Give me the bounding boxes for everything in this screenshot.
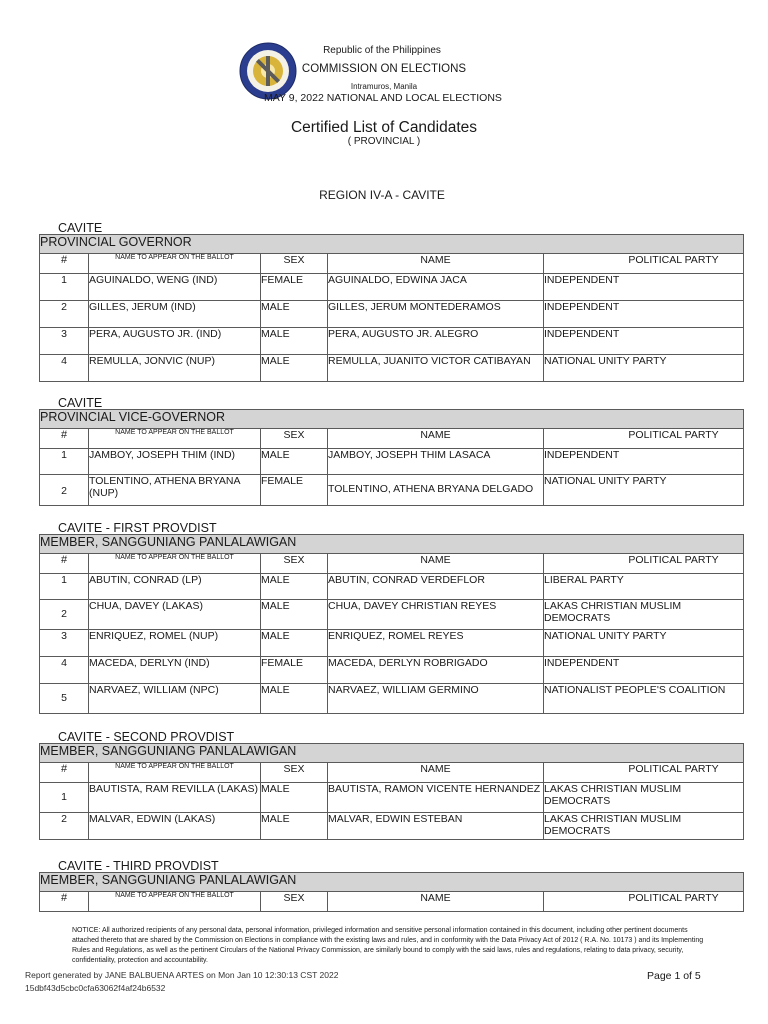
cell-num: 4 (40, 355, 89, 382)
cell-sex: MALE (261, 600, 328, 630)
cell-sex: MALE (261, 301, 328, 328)
cell-num: 1 (40, 449, 89, 475)
cell-party: INDEPENDENT (544, 657, 744, 684)
column-headers (40, 429, 744, 449)
col-name: NAME (328, 554, 544, 574)
cell-name: ENRIQUEZ, ROMEL REYES (328, 630, 544, 657)
col-name: NAME (328, 763, 544, 783)
col-ballot-name: NAME TO APPEAR ON THE BALLOT (89, 254, 261, 274)
col-sex: SEX (261, 763, 328, 783)
report-generated-text: Report generated by JANE BALBUENA ARTES on Mon Jan 10 12:30:13 CST 2022 (25, 970, 339, 980)
cell-sex: MALE (261, 328, 328, 355)
cell-name: MALVAR, EDWIN ESTEBAN (328, 813, 544, 840)
col-name: NAME (328, 892, 544, 912)
cell-name: CHUA, DAVEY CHRISTIAN REYES (328, 600, 544, 630)
cell-sex: FEMALE (261, 274, 328, 301)
cell-num: 1 (40, 783, 89, 813)
table-row (40, 574, 744, 600)
col-sex: SEX (261, 429, 328, 449)
cell-name: REMULLA, JUANITO VICTOR CATIBAYAN (328, 355, 544, 382)
election-heading: MAY 9, 2022 NATIONAL AND LOCAL ELECTIONS (264, 92, 502, 104)
commission-heading: COMMISSION ON ELECTIONS (301, 63, 467, 75)
section-label: CAVITE (58, 221, 103, 235)
table-row (40, 630, 744, 657)
col-name: NAME (328, 254, 544, 274)
col-num: # (40, 429, 89, 449)
page-number: Page 1 of 5 (647, 970, 701, 982)
cell-party: NATIONAL UNITY PARTY (544, 630, 744, 657)
table-row (40, 449, 744, 475)
candidates-table (39, 234, 744, 382)
document-title: Certified List of Candidates (290, 119, 478, 136)
cell-ballot-name: PERA, AUGUSTO JR. (IND) (89, 328, 261, 355)
col-name: NAME (328, 429, 544, 449)
col-party: POLITICAL PARTY (544, 892, 744, 912)
cell-name: NARVAEZ, WILLIAM GERMINO (328, 684, 544, 714)
cell-name: ABUTIN, CONRAD VERDEFLOR (328, 574, 544, 600)
col-sex: SEX (261, 254, 328, 274)
cell-name: BAUTISTA, RAMON VICENTE HERNANDEZ (328, 783, 544, 813)
cell-party: INDEPENDENT (544, 328, 744, 355)
cell-num: 3 (40, 328, 89, 355)
cell-party: NATIONAL UNITY PARTY (544, 475, 744, 506)
table-row (40, 684, 744, 714)
cell-ballot-name: AGUINALDO, WENG (IND) (89, 274, 261, 301)
cell-party: NATIONAL UNITY PARTY (544, 355, 744, 382)
cell-name: GILLES, JERUM MONTEDERAMOS (328, 301, 544, 328)
col-party: POLITICAL PARTY (544, 254, 744, 274)
cell-party: LIBERAL PARTY (544, 574, 744, 600)
col-party: POLITICAL PARTY (544, 763, 744, 783)
candidates-table (39, 409, 744, 506)
cell-sex: FEMALE (261, 475, 328, 506)
region-heading: REGION IV-A - CAVITE (319, 188, 445, 202)
cell-ballot-name: NARVAEZ, WILLIAM (NPC) (89, 684, 261, 714)
cell-sex: MALE (261, 813, 328, 840)
cell-ballot-name: REMULLA, JONVIC (NUP) (89, 355, 261, 382)
col-ballot-name: NAME TO APPEAR ON THE BALLOT (89, 429, 261, 449)
table-row (40, 657, 744, 684)
cell-sex: MALE (261, 355, 328, 382)
col-ballot-name: NAME TO APPEAR ON THE BALLOT (89, 554, 261, 574)
cell-num: 2 (40, 600, 89, 630)
cell-num: 3 (40, 630, 89, 657)
position-title: PROVINCIAL VICE-GOVERNOR (40, 410, 744, 429)
cell-num: 2 (40, 813, 89, 840)
cell-num: 4 (40, 657, 89, 684)
cell-ballot-name: JAMBOY, JOSEPH THIM (IND) (89, 449, 261, 475)
privacy-notice: NOTICE: All authorized recipients of any personal data, personal information, privileged information and sensitive personal information contained in this document, including other pertinent documents attached thereto that are shared by the Commission on Elections in compliance with the existing laws and rules, and in conformity with the Data Privacy Act of 2012 ( R.A. No. 10173 ) and its Implementing Rules and Regulations, as well as the pertinent Circulars of the National Privacy Commission, are similarly bound to comply with the said laws, rules and regulations, relating to data privacy, security, confidentiality, protection and accountability. (72, 927, 704, 964)
col-sex: SEX (261, 554, 328, 574)
table-row (40, 274, 744, 301)
col-num: # (40, 554, 89, 574)
col-num: # (40, 892, 89, 912)
cell-name: TOLENTINO, ATHENA BRYANA DELGADO (328, 475, 544, 506)
cell-num: 1 (40, 574, 89, 600)
cell-name: PERA, AUGUSTO JR. ALEGRO (328, 328, 544, 355)
cell-num: 2 (40, 475, 89, 506)
col-party: POLITICAL PARTY (544, 429, 744, 449)
table-row (40, 301, 744, 328)
cell-ballot-name: GILLES, JERUM (IND) (89, 301, 261, 328)
col-num: # (40, 763, 89, 783)
cell-sex: FEMALE (261, 657, 328, 684)
cell-sex: MALE (261, 684, 328, 714)
position-title: MEMBER, SANGGUNIANG PANLALAWIGAN (40, 535, 744, 554)
document-subtitle: ( PROVINCIAL ) (347, 136, 421, 147)
cell-party: NATIONALIST PEOPLE'S COALITION (544, 684, 744, 714)
cell-ballot-name: MALVAR, EDWIN (LAKAS) (89, 813, 261, 840)
cell-ballot-name: TOLENTINO, ATHENA BRYANA (NUP) (89, 475, 261, 506)
cell-party: LAKAS CHRISTIAN MUSLIM DEMOCRATS (544, 783, 744, 813)
column-headers (40, 254, 744, 274)
table-row (40, 813, 744, 840)
cell-num: 1 (40, 274, 89, 301)
table-row (40, 475, 744, 506)
cell-num: 2 (40, 301, 89, 328)
column-headers (40, 554, 744, 574)
column-headers (40, 892, 744, 912)
position-title: MEMBER, SANGGUNIANG PANLALAWIGAN (40, 873, 744, 892)
cell-ballot-name: ENRIQUEZ, ROMEL (NUP) (89, 630, 261, 657)
candidates-table (39, 743, 744, 840)
table-row (40, 328, 744, 355)
report-hash: 15dbf43d5cbc0cfa63062f4af24b6532 (25, 983, 166, 993)
table-row (40, 600, 744, 630)
position-title: MEMBER, SANGGUNIANG PANLALAWIGAN (40, 744, 744, 763)
position-title: PROVINCIAL GOVERNOR (40, 235, 744, 254)
cell-party: INDEPENDENT (544, 274, 744, 301)
candidates-table (39, 534, 744, 714)
col-sex: SEX (261, 892, 328, 912)
cell-sex: MALE (261, 630, 328, 657)
cell-sex: MALE (261, 574, 328, 600)
cell-name: JAMBOY, JOSEPH THIM LASACA (328, 449, 544, 475)
cell-name: MACEDA, DERLYN ROBRIGADO (328, 657, 544, 684)
cell-ballot-name: ABUTIN, CONRAD (LP) (89, 574, 261, 600)
cell-num: 5 (40, 684, 89, 714)
col-ballot-name: NAME TO APPEAR ON THE BALLOT (89, 892, 261, 912)
cell-sex: MALE (261, 449, 328, 475)
cell-party: LAKAS CHRISTIAN MUSLIM DEMOCRATS (544, 813, 744, 840)
republic-heading: Republic of the Philippines (323, 45, 441, 56)
col-num: # (40, 254, 89, 274)
cell-ballot-name: MACEDA, DERLYN (IND) (89, 657, 261, 684)
column-headers (40, 763, 744, 783)
cell-sex: MALE (261, 783, 328, 813)
cell-ballot-name: BAUTISTA, RAM REVILLA (LAKAS) (89, 783, 261, 813)
location-text: Intramuros, Manila (350, 82, 418, 91)
table-row (40, 783, 744, 813)
candidates-table (39, 872, 744, 912)
section-label: CAVITE - THIRD PROVDIST (58, 859, 219, 873)
report-footer (25, 969, 338, 995)
table-row (40, 355, 744, 382)
cell-name: AGUINALDO, EDWINA JACA (328, 274, 544, 301)
section-label: CAVITE (58, 396, 103, 410)
section-label: CAVITE - FIRST PROVDIST (58, 521, 217, 535)
col-party: POLITICAL PARTY (544, 554, 744, 574)
cell-party: INDEPENDENT (544, 301, 744, 328)
section-label: CAVITE - SECOND PROVDIST (58, 730, 235, 744)
cell-party: INDEPENDENT (544, 449, 744, 475)
cell-party: LAKAS CHRISTIAN MUSLIM DEMOCRATS (544, 600, 744, 630)
col-ballot-name: NAME TO APPEAR ON THE BALLOT (89, 763, 261, 783)
cell-ballot-name: CHUA, DAVEY (LAKAS) (89, 600, 261, 630)
